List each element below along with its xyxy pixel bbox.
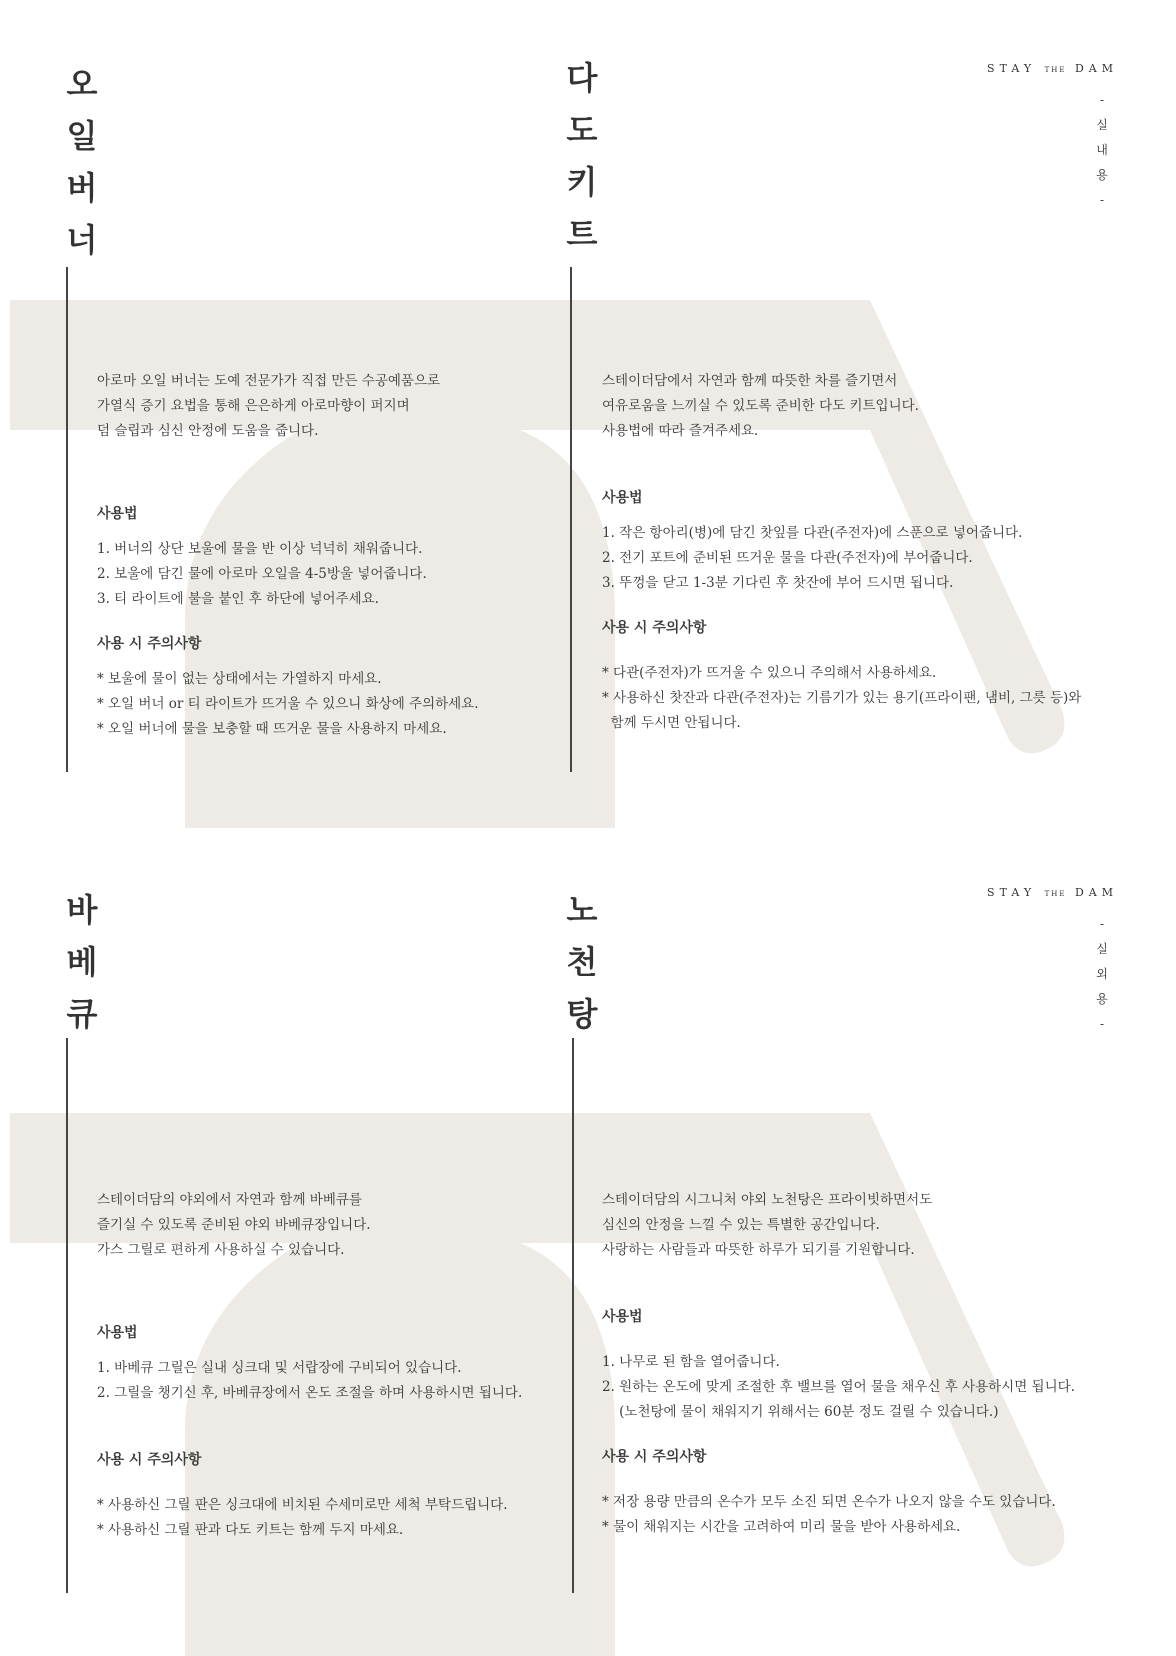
bbq-content: 스테이더담의 야외에서 자연과 함께 바베큐를 즐기실 수 있도록 준비된 야외 바베큐장입니다. 가스 그릴로 편하게 사용하실 수 있습니다. 사용법 1. 바베큐 그릴은 실내 싱크대 및 서랍장에 구비되어 있습니다. 2. 그릴을 챙기신 후, 바베큐장에서 온도 조절을 하며 사용하시면 됩니다. 사용 시 주의사항 * 사용하신 그릴 판은 싱크대에 비치된 수세미로만 세척 부탁드립니다. * 사용하신 그릴 판과 다도 키트는 함께 두지 마세요. (97, 1188, 597, 1543)
usage-heading: 사용법 (97, 506, 138, 522)
outdoor-bath-title: 노 천 탕 (566, 891, 598, 1033)
caution-heading: 사용 시 주의사항 (602, 1449, 707, 1465)
outdoor-bath-divider (572, 1038, 574, 1593)
bbq-divider (66, 1038, 68, 1593)
oil-burner-content: 아로마 오일 버너는 도예 전문가가 직접 만든 수공예품으로 가열식 증기 요법을 통해 은은하게 아로마향이 퍼지며 덤 슬립과 심신 안정에 도움을 줍니다. 사용법 1. 버너의 상단 보울에 물을 반 이상 넉넉히 채워줍니다. 2. 보울에 담긴 물에 아로마 오일을 4-5방울 넣어줍니다. 3. 티 라이트에 불을 붙인 후 하단에 넣어주세요. 사용 시 주의사항 * 보울에 물이 없는 상태에서는 가열하지 마세요. * 오일 버너 or 티 라이트가 뜨거울 수 있으니 화상에 주의하세요. * 오일 버너에 물을 보충할 때 뜨거운 물을 사용하지 마세요. (97, 369, 577, 742)
tea-kit-title: 다 도 키 트 (566, 59, 598, 253)
oil-burner-title: 오 일 버 너 (66, 65, 98, 259)
usage-heading: 사용법 (602, 490, 643, 506)
card-sheet-bottom (0, 828, 1176, 1656)
bbq-title: 바 베 큐 (66, 891, 98, 1033)
caution-heading: 사용 시 주의사항 (97, 636, 202, 652)
oil-burner-divider (66, 267, 68, 772)
brand-logo: STAY THE DAM (987, 886, 1118, 899)
tea-kit-subtitle: - 실 내 용 - (1096, 93, 1108, 207)
caution-heading: 사용 시 주의사항 (602, 620, 707, 636)
outdoor-bath-content: 스테이더담의 시그니처 야외 노천탕은 프라이빗하면서도 심신의 안정을 느낄 수 있는 특별한 공간입니다. 사랑하는 사람들과 따뜻한 하루가 되기를 기원합니다. 사용법 1. 나무로 된 함을 열어줍니다. 2. 원하는 온도에 맞게 조절한 후 밸브를 열어 물을 채우신 후 사용하시면 됩니다. (노천탕에 물이 채워지기 위해서는 60분 정도 걸릴 수 있습니다.) 사용 시 주의사항 * 저장 용량 만큼의 온수가 모두 소진 되면 온수가 나오지 않을 수도 있습니다. * 물이 채워지는 시간을 고려하여 미리 물을 받아 사용하세요. (602, 1188, 1122, 1540)
tea-kit-divider (570, 267, 572, 772)
usage-heading: 사용법 (602, 1309, 643, 1325)
brand-logo: STAY THE DAM (987, 62, 1118, 75)
outdoor-bath-subtitle: - 실 외 용 - (1096, 917, 1108, 1031)
tea-kit-content: 스테이더담에서 자연과 함께 따뜻한 차를 즐기면서 여유로움을 느끼실 수 있도록 준비한 다도 키트입니다. 사용법에 따라 즐겨주세요. 사용법 1. 작은 항아리(병)에 담긴 찻잎를 다관(주전자)에 스푼으로 넣어줍니다. 2. 전기 포트에 준비된 뜨거운 물을 다관(주전자)에 부어줍니다. 3. 뚜껑을 닫고 1-3분 기다린 후 찻잔에 부어 드시면 됩니다. 사용 시 주의사항 * 다관(주전자)가 뜨거울 수 있으니 주의해서 사용하세요. * 사용하신 찻잔과 다관(주전자)는 기름기가 있는 용기(프라이팬, 냄비, 그릇 등)와 함께 두시면 안됩니다. (602, 369, 1122, 736)
usage-heading: 사용법 (97, 1325, 138, 1341)
caution-heading: 사용 시 주의사항 (97, 1452, 202, 1468)
